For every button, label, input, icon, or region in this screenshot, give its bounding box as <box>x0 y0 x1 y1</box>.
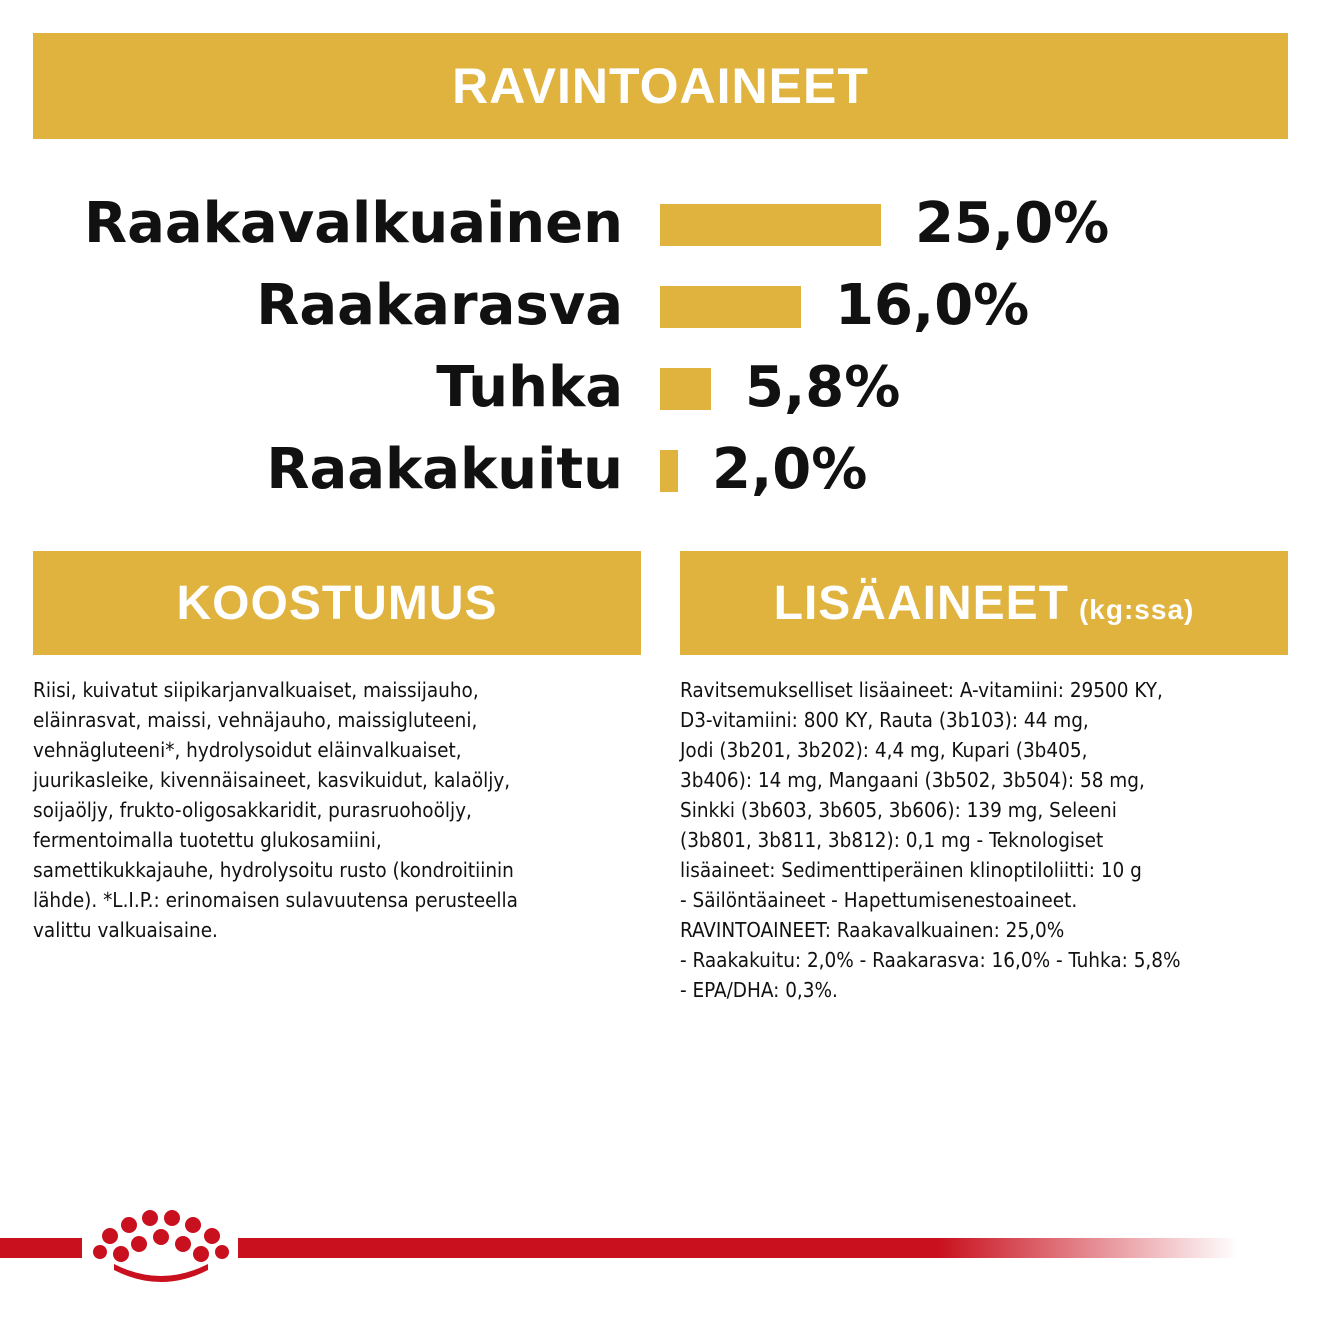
crown-icon <box>92 1208 230 1284</box>
nutrient-value: 5,8% <box>745 355 901 420</box>
nutrient-label: Raakarasva <box>256 273 623 338</box>
nutrient-bar <box>660 204 881 246</box>
additives-unit: (kg:ssa) <box>1078 594 1195 625</box>
nutrient-row-ash <box>0 348 1320 428</box>
nutrient-bar <box>660 286 801 328</box>
nutrient-label: Raakakuitu <box>266 437 623 502</box>
composition-title: KOOSTUMUS <box>176 576 498 630</box>
nutrient-bar <box>660 368 711 410</box>
additives-title: LISÄAINEET <box>773 576 1069 630</box>
nutrient-label: Raakavalkuainen <box>83 191 623 256</box>
additives-banner <box>680 551 1288 655</box>
nutrients-header-banner <box>33 33 1288 139</box>
composition-banner <box>33 551 641 655</box>
nutrient-bar <box>660 450 678 492</box>
nutrient-row-protein <box>0 184 1320 264</box>
nutrient-value: 25,0% <box>915 191 1110 256</box>
nutrient-row-fiber <box>0 430 1320 510</box>
composition-text: Riisi, kuivatut siipikarjanvalkuaiset, maissijauho, eläinrasvat, maissi, vehnäjauho, maissigluteeni, vehnägluteeni*, hydrolysoidut eläinvalkuaiset, juurikasleike, kivennäisaineet, kasvikuidut, kalaöljy, soijaöljy, frukto-oligosakkaridit, purasruohoöljy, fermentoimalla tuotettu glukosamiini, samettikukkajauhe, hydrolysoitu rusto (kondroitiinin lähde). *L.I.P.: erinomaisen sulavuutensa perusteella valittu valkuaisaine. <box>33 678 518 942</box>
nutrient-label: Tuhka <box>436 355 623 420</box>
nutrients-header-title: RAVINTOAINEET <box>452 58 869 114</box>
nutrient-value: 16,0% <box>835 273 1030 338</box>
footer-line-right <box>238 1238 1238 1258</box>
nutrient-value: 2,0% <box>712 437 868 502</box>
additives-text: Ravitsemukselliset lisäaineet: A-vitamiini: 29500 KY, D3-vitamiini: 800 KY, Rauta (3b103): 44 mg, Jodi (3b201, 3b202): 4,4 mg, Kupari (3b405, 3b406): 14 mg, Mangaani (3b502, 3b504): 58 mg, Sinkki (3b603, 3b605, 3b606): 139 mg, Seleeni (3b801, 3b811, 3b812): 0,1 mg - Teknologiset lisäaineet: Sedimenttiperäinen klinoptiloliitti: 10 g - Säilöntäaineet - Hapettumisenestoaineet. RAVINTOAINEET: Raakavalkuainen: 25,0% - Raakakuitu: 2,0% - Raakarasva: 16,0% - Tuhka: 5,8% - EPA/DHA: 0,3%. <box>680 678 1181 1002</box>
footer-line-left <box>0 1238 82 1258</box>
nutrient-row-fat <box>0 266 1320 346</box>
